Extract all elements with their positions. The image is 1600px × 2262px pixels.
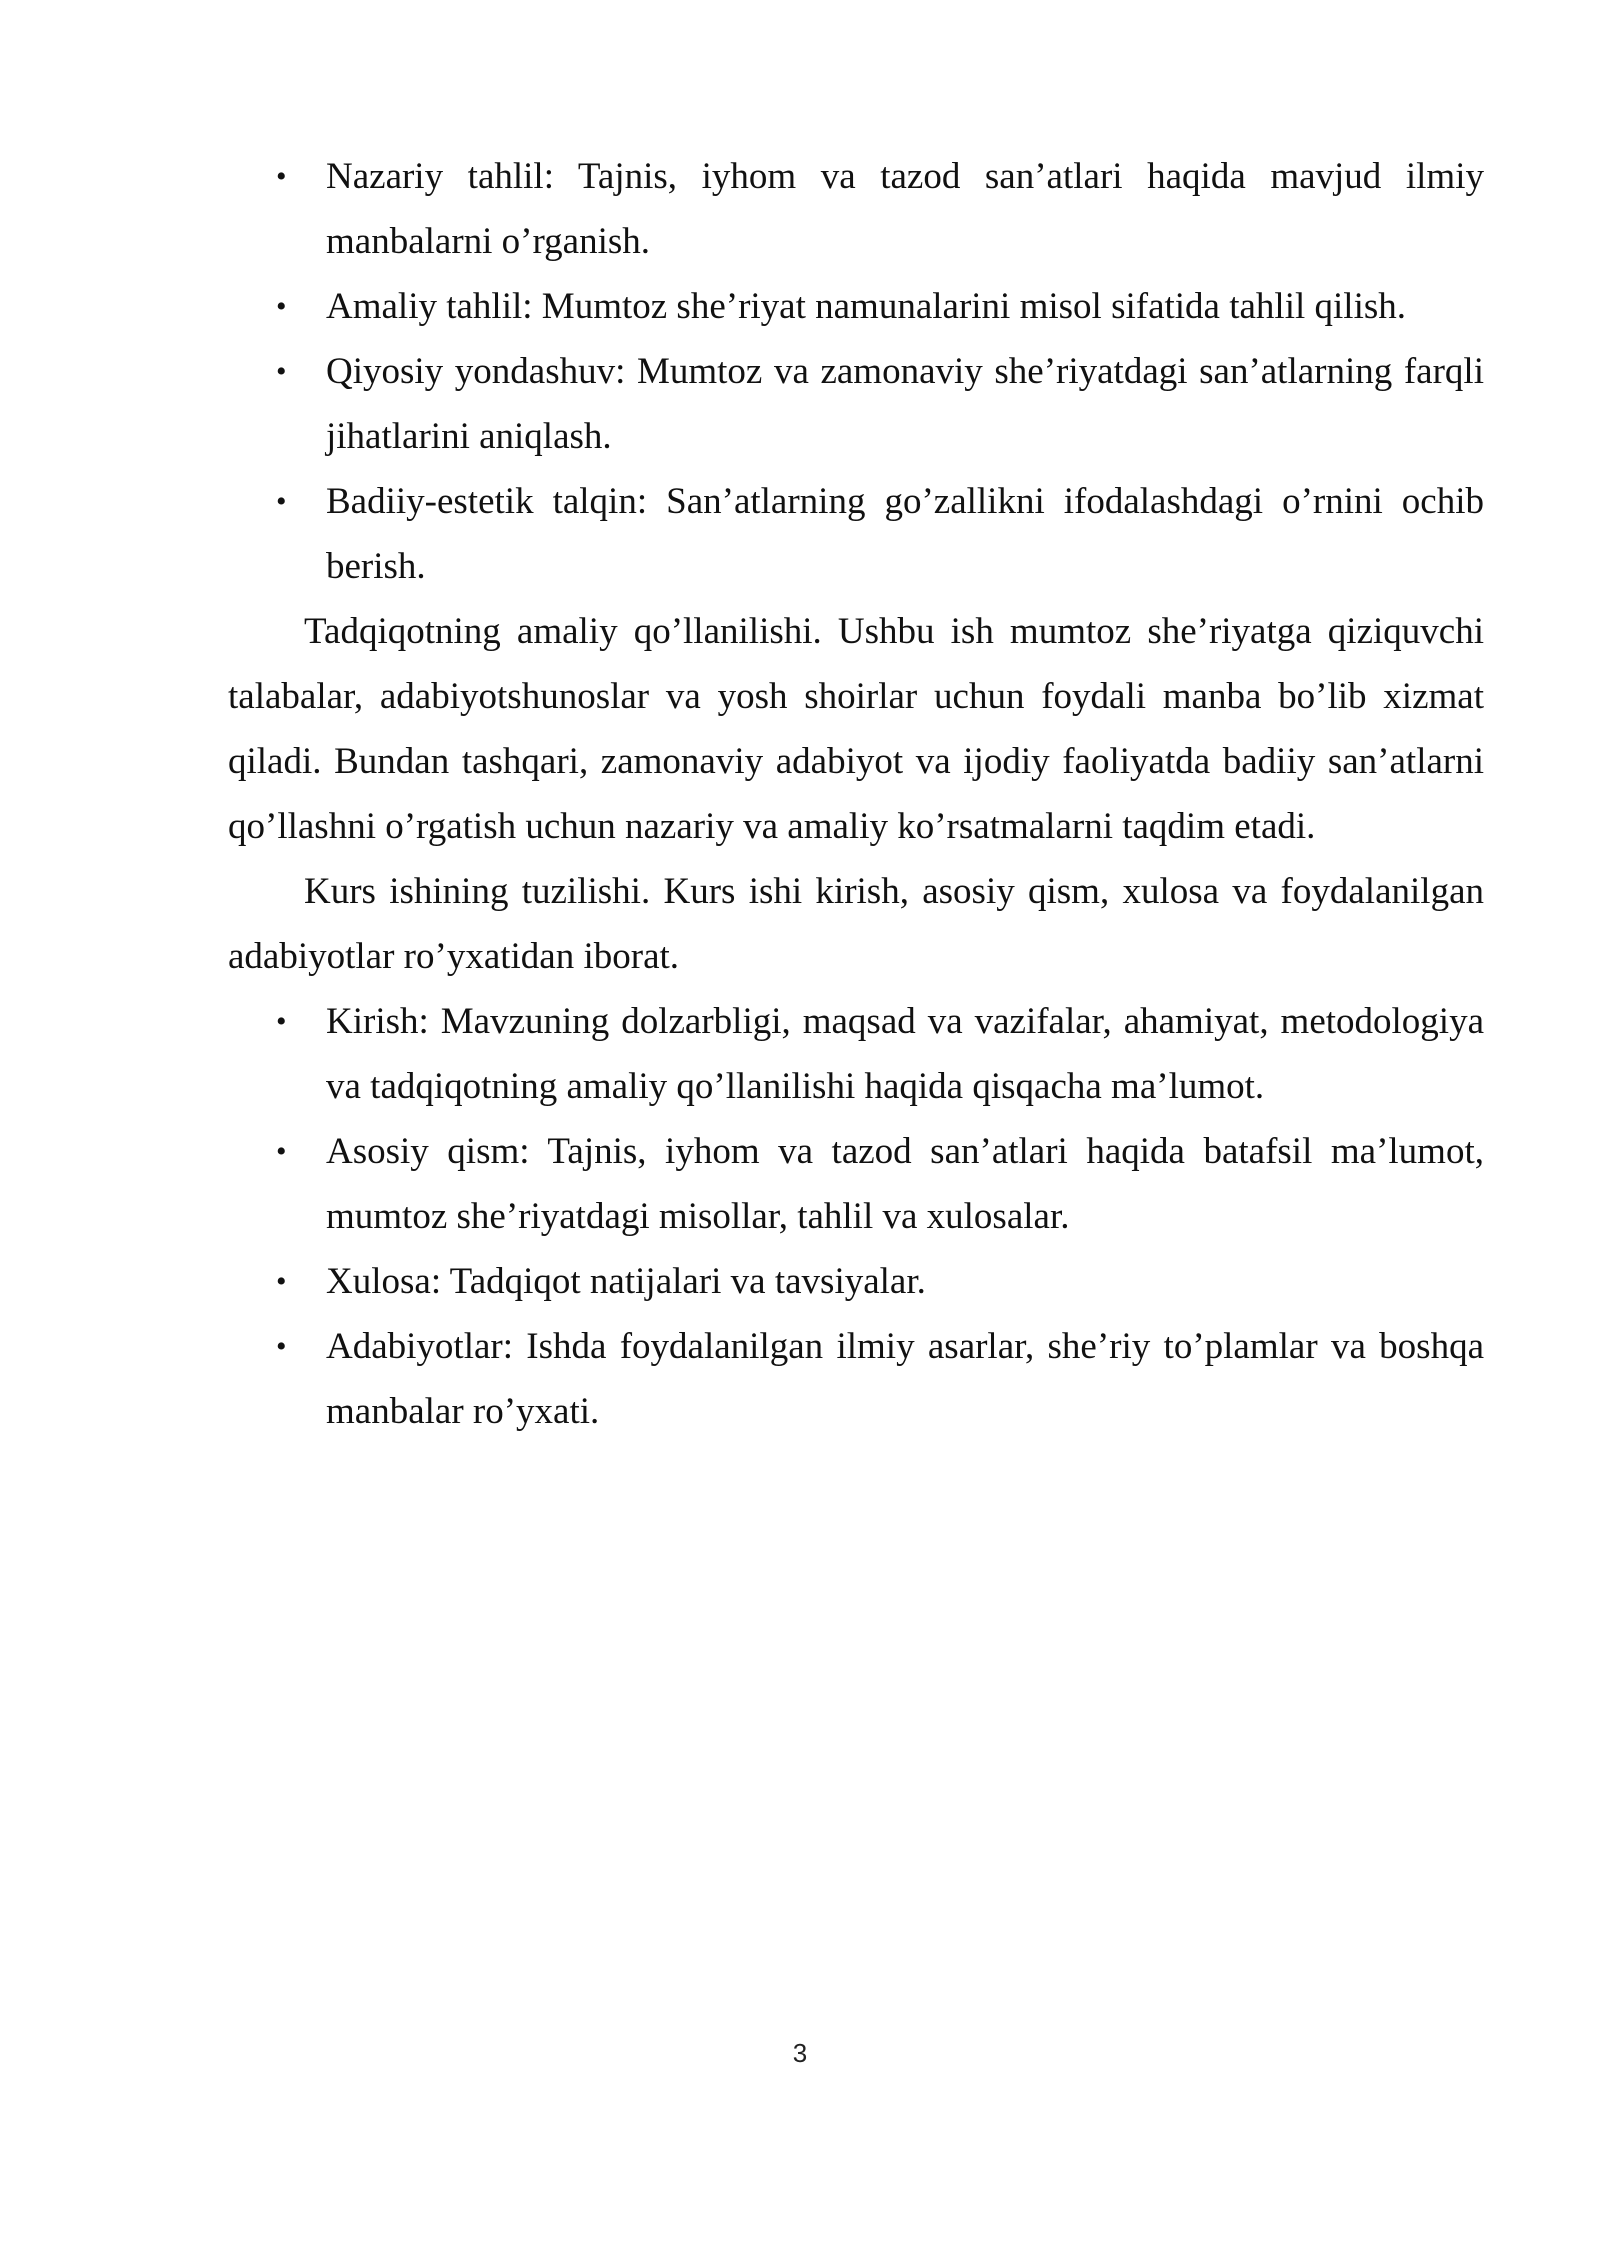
list-item-text: Nazariy tahlil: Tajnis, iyhom va tazod san’atlari haqida mavjud ilmiy manbalarni o’rganish. [326,156,1484,262]
practical-application-paragraph: Tadqiqotning amaliy qo’llanilishi. Ushbu ish mumtoz she’riyatga qiziquvchi talabalar, adabiyotshunoslar va yosh shoirlar uchun foydali manba bo’lib xizmat qiladi. Bundan tashqari, zamonaviy adabiyot va ijodiy faoliyatda badiiy san’atlarni qo’llashni o’rgatish uchun nazariy va amaliy ko’rsatmalarni taqdim etadi. [228,611,1484,847]
bullet-icon: • [276,355,287,388]
bullet-icon: • [276,160,287,193]
list-item [228,1314,1484,1444]
list-item-text: Amaliy tahlil: Mumtoz she’riyat namunalarini misol sifatida tahlil qilish. [326,286,1407,327]
list-item-text: Qiyosiy yondashuv: Mumtoz va zamonaviy she’riyatdagi san’atlarning farqli jihatlarini aniqlash. [326,351,1484,457]
list-item [228,1119,1484,1249]
list-item [228,469,1484,599]
bullet-icon: • [276,1135,287,1168]
bullet-icon: • [276,1330,287,1363]
list-item [228,1249,1484,1314]
page-number: 3 [792,2038,808,2068]
list-item [228,989,1484,1119]
list-item [228,339,1484,469]
list-item [228,144,1484,274]
bullet-icon: • [276,1265,287,1298]
list-item-text: Adabiyotlar: Ishda foydalanilgan ilmiy asarlar, she’riy to’plamlar va boshqa manbalar ro’yxati. [326,1326,1484,1432]
list-item-text: Xulosa: Tadqiqot natijalari va tavsiyalar. [326,1261,926,1302]
bullet-icon: • [276,485,287,518]
methods-list [228,144,1484,599]
list-item [228,274,1484,339]
bullet-icon: • [276,290,287,323]
structure-list [228,989,1484,1444]
bullet-icon: • [276,1005,287,1038]
course-structure-paragraph: Kurs ishining tuzilishi. Kurs ishi kirish, asosiy qism, xulosa va foydalanilgan adabiyotlar ro’yxatidan iborat. [228,871,1484,977]
list-item-text: Badiiy-estetik talqin: San’atlarning go’zallikni ifodalashdagi o’rnini ochib berish. [326,481,1484,587]
list-item-text: Asosiy qism: Tajnis, iyhom va tazod san’atlari haqida batafsil ma’lumot, mumtoz she’riyatdagi misollar, tahlil va xulosalar. [326,1131,1484,1237]
list-item-text: Kirish: Mavzuning dolzarbligi, maqsad va vazifalar, ahamiyat, metodologiya va tadqiqotning amaliy qo’llanilishi haqida qisqacha ma’lumot. [326,1001,1484,1107]
page-content [228,144,1484,1444]
